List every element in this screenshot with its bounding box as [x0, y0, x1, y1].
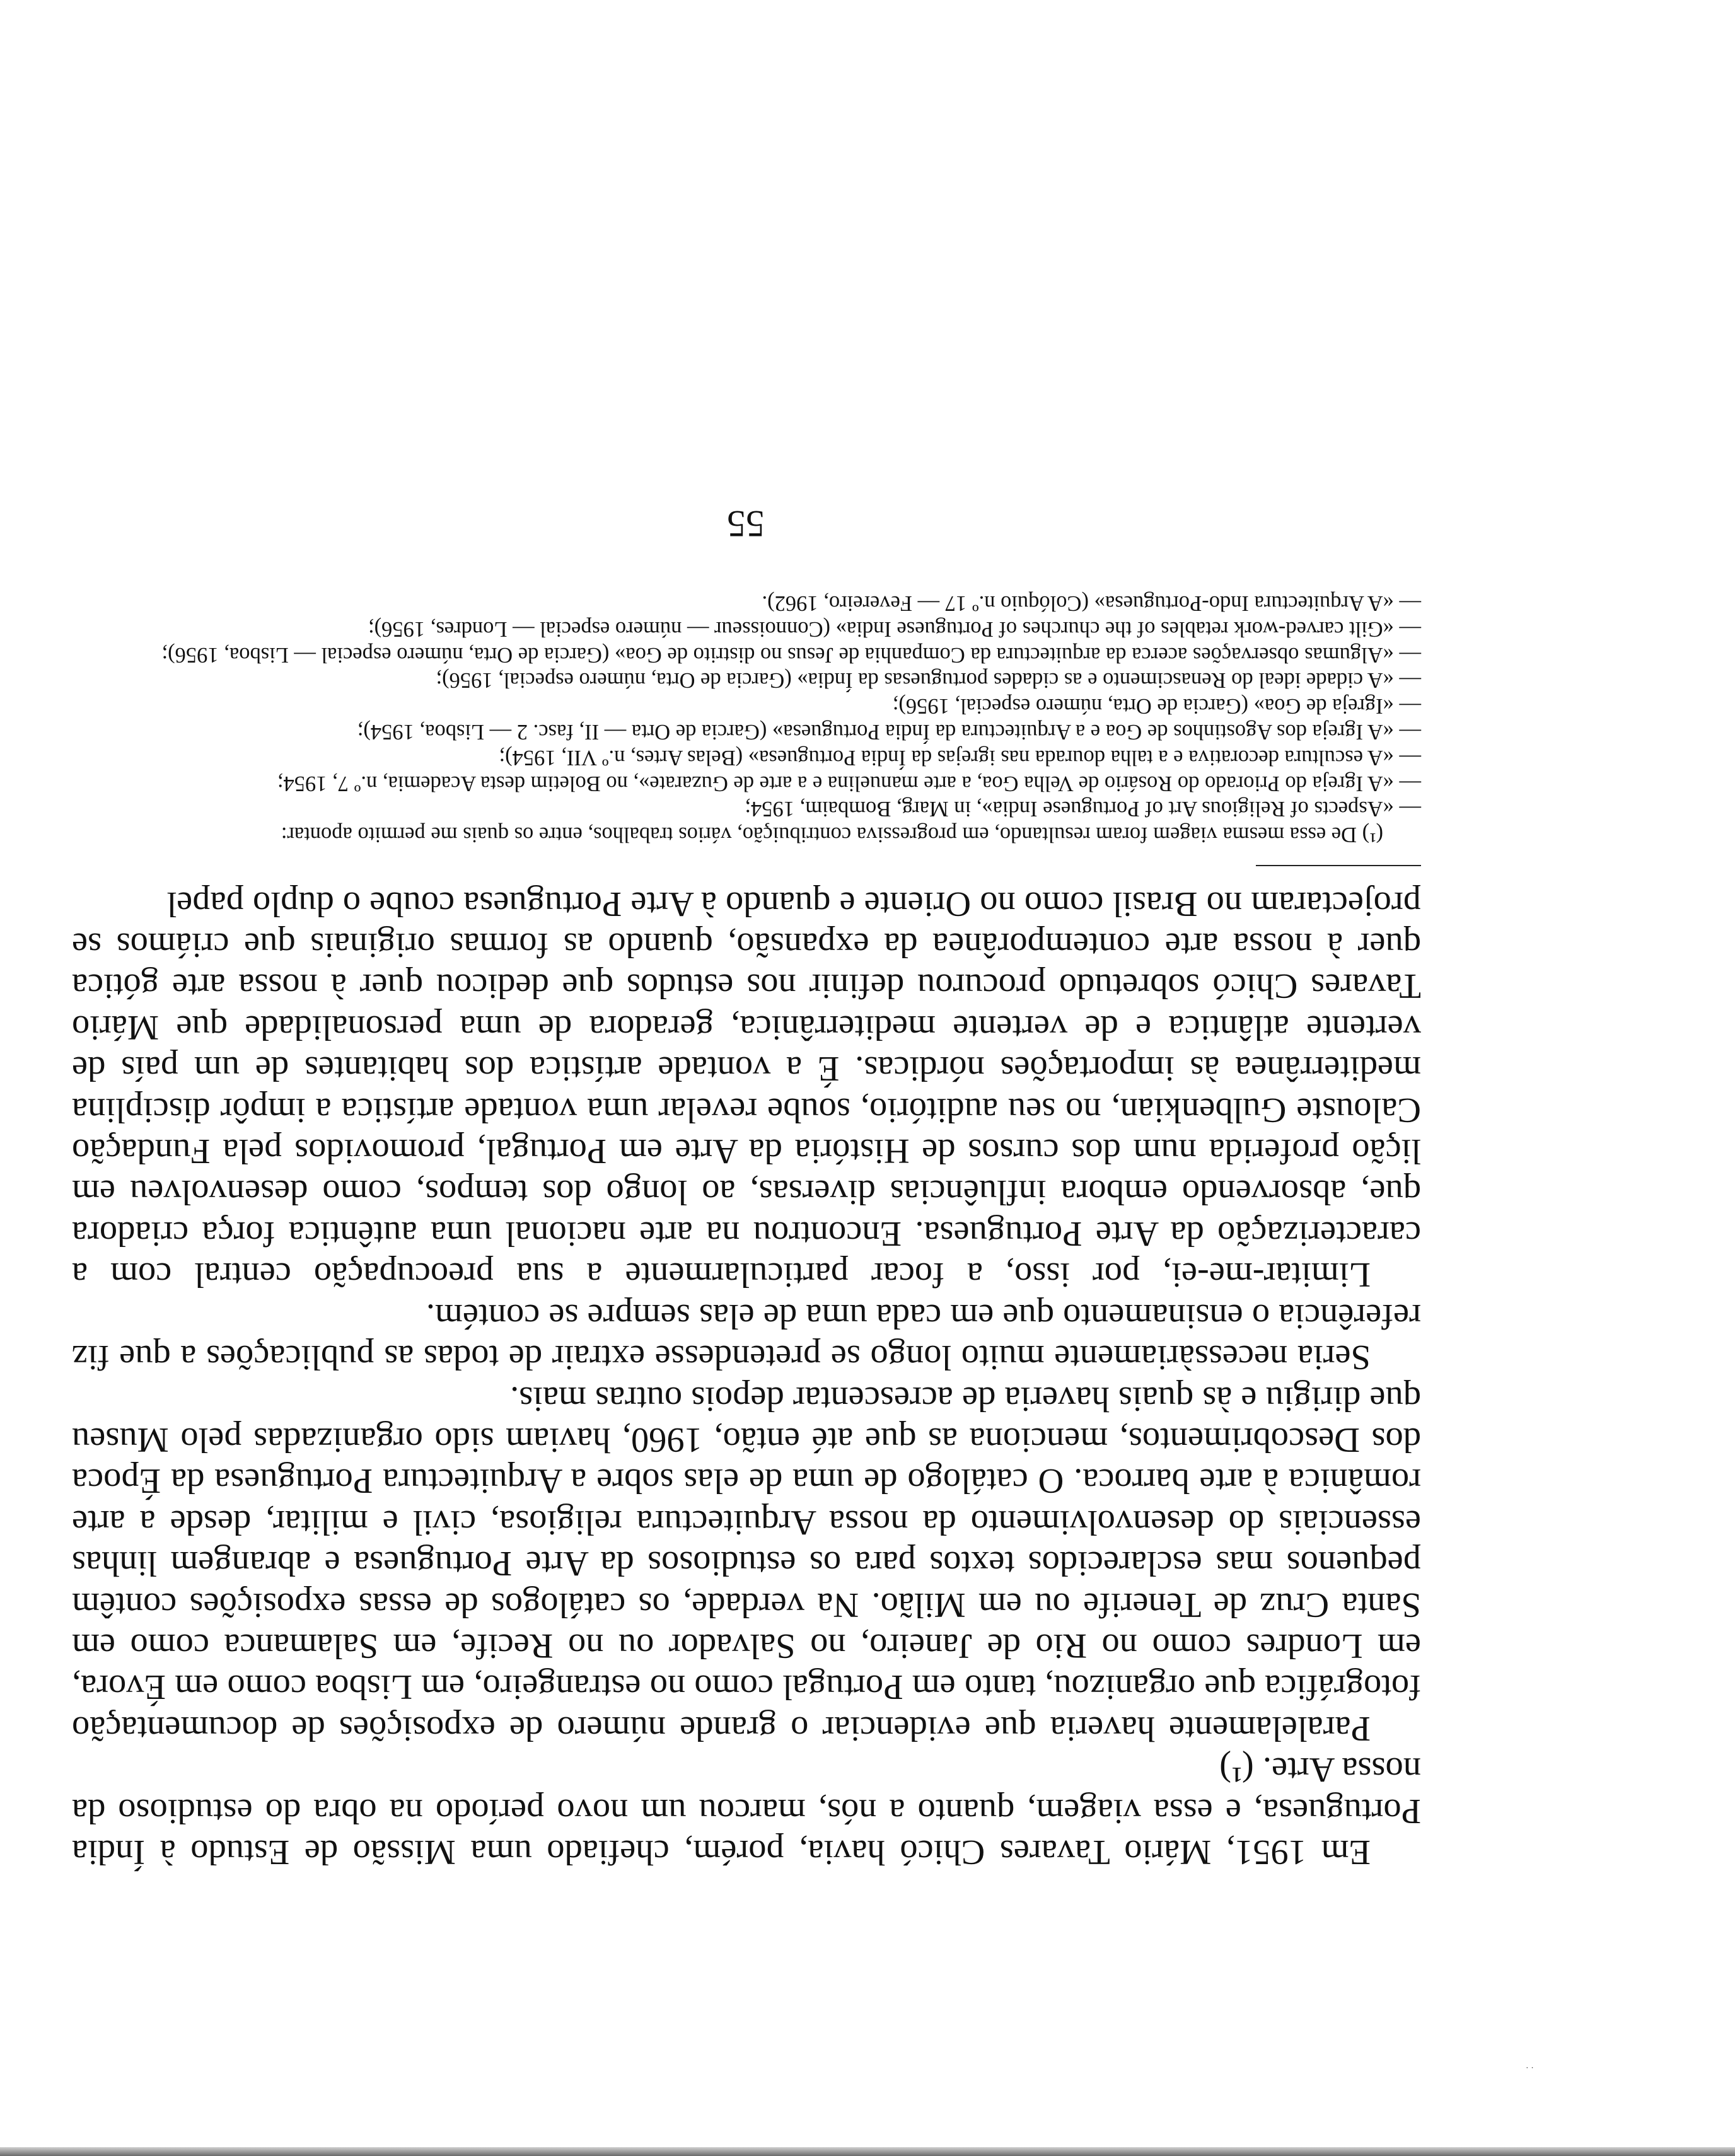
footnote	[72, 590, 1421, 847]
footnote-item: — «Aspects of Religious Art of Portuguese India», in Marg, Bombaim, 1954;	[745, 797, 1421, 821]
footnote-item: — «A escultura decorativa e a talha dourada nas igrejas da Índia Portuguesa» (Belas Artes, n.º VII, 1954);	[499, 745, 1421, 770]
body-paragraph-3: Seria necessàriamente muito longo se pretendesse extrair de todas as publicações a que fiz referência o ensinamento que em cada uma de elas sempre se contém.	[72, 1296, 1421, 1377]
page-text-block	[72, 502, 1421, 1872]
footnote-item: — «Algumas observações acerca da arquitectura da Companhia de Jesus no distrito de Goa» (Garcia de Orta, número especial — Lisboa, 1956);	[161, 642, 1421, 667]
body-paragraph-2: Paralelamente haveria que evidenciar o grande número de exposições de documentação fotográfica que organizou, tanto em Portugal como no estrangeiro, em Lisboa como em Évora, em Londres como no Rio de Janeiro, no Salvador ou no Recife, em Salamanca como em Santa Cruz de Tenerife ou em Milão. Na verdade, os catálogos de essas exposições contêm pequenos mas esclarecidos textos para os estudiosos da Arte Portuguesa e abrangem linhas essenciais do desenvolvimento da nossa Arquitectura religiosa, civil e militar, desde a arte românica à arte barroca. O catálogo de uma de elas sobre a Arquitectura Portuguesa da Época dos Descobrimentos, menciona as que até então, 1960, haviam sido organizadas pelo Museu que dirigiu e às quais haveria de acrescentar depois outras mais.	[72, 1379, 1421, 1748]
scanner-edge-shadow	[0, 2147, 1735, 2156]
footnote-item: — «Igreja de Goa» (Garcia de Orta, número especial, 1956);	[892, 694, 1421, 719]
footnote-lead: (¹) De essa mesma viagem foram resultando, em progressiva contribuição, vários trabalhos, entre os quais me permito apontar:	[281, 823, 1383, 847]
page-number: 55	[727, 503, 765, 545]
footnote-item: — «A cidade ideal do Renascimento e as cidades portuguesas da Índia» (Garcia de Orta, número especial, 1956);	[436, 668, 1421, 693]
body-paragraph-4: Limitar-me-ei, por isso, a focar particularmente a sua preocupação central com a caracterização da Arte Portuguesa. Encontrou na arte nacional uma autêntica força criadora que, absorvendo embora influências diversas, ao longo dos tempos, como desenvolveu em lição proferida num dos cursos de História da Arte em Portugal, promovidos pela Fundação Calouste Gulbenkian, no seu auditório, soube revelar uma vontade artística a impôr disciplina mediterrânea às importações nórdicas. É a vontade artística dos habitantes de um país de vertente atlântica e de vertente mediterrânica, geradora de uma personalidade que Mário Tavares Chicó sobretudo procurou definir nos estudos que dedicou quer à nossa arte gótica quer à nossa arte contemporânea da expansão, quando as formas originais que criámos se projectaram no Brasil como no Oriente e quando à Arte Portuguesa coube o duplo papel	[72, 884, 1421, 1295]
footnote-item: — «A Igreja dos Agostinhos de Goa e a Arquitectura da Índia Portuguesa» (Garcia de Orta — II, fasc. 2 — Lisboa, 1954);	[357, 720, 1421, 745]
footnote-item: — «A Igreja do Priorado do Rosário de Velha Goa, a arte manuelina e a arte de Guzarate», no Boletim desta Academia, n.º 7, 1954;	[277, 771, 1421, 796]
footnote-item: — «A Arquitectura Indo-Portuguesa» (Colóquio n.º 17 — Fevereiro, 1962).	[762, 591, 1421, 616]
scan-specks: · ·	[1526, 2062, 1534, 2072]
body-paragraph-1: Em 1951, Mário Tavares Chicó havia, porém, chefiado uma Missão de Estudo à Índia Portuguesa, e essa viagem, quanto a nós, marcou um novo período na obra do estudioso da nossa Arte. (¹)	[72, 1750, 1421, 1872]
footnote-item: — «Gilt carved-work retables of the churches of Portuguese India» (Connoisseur — número especial — Londres, 1956);	[368, 617, 1421, 641]
footnote-divider	[1256, 865, 1421, 866]
